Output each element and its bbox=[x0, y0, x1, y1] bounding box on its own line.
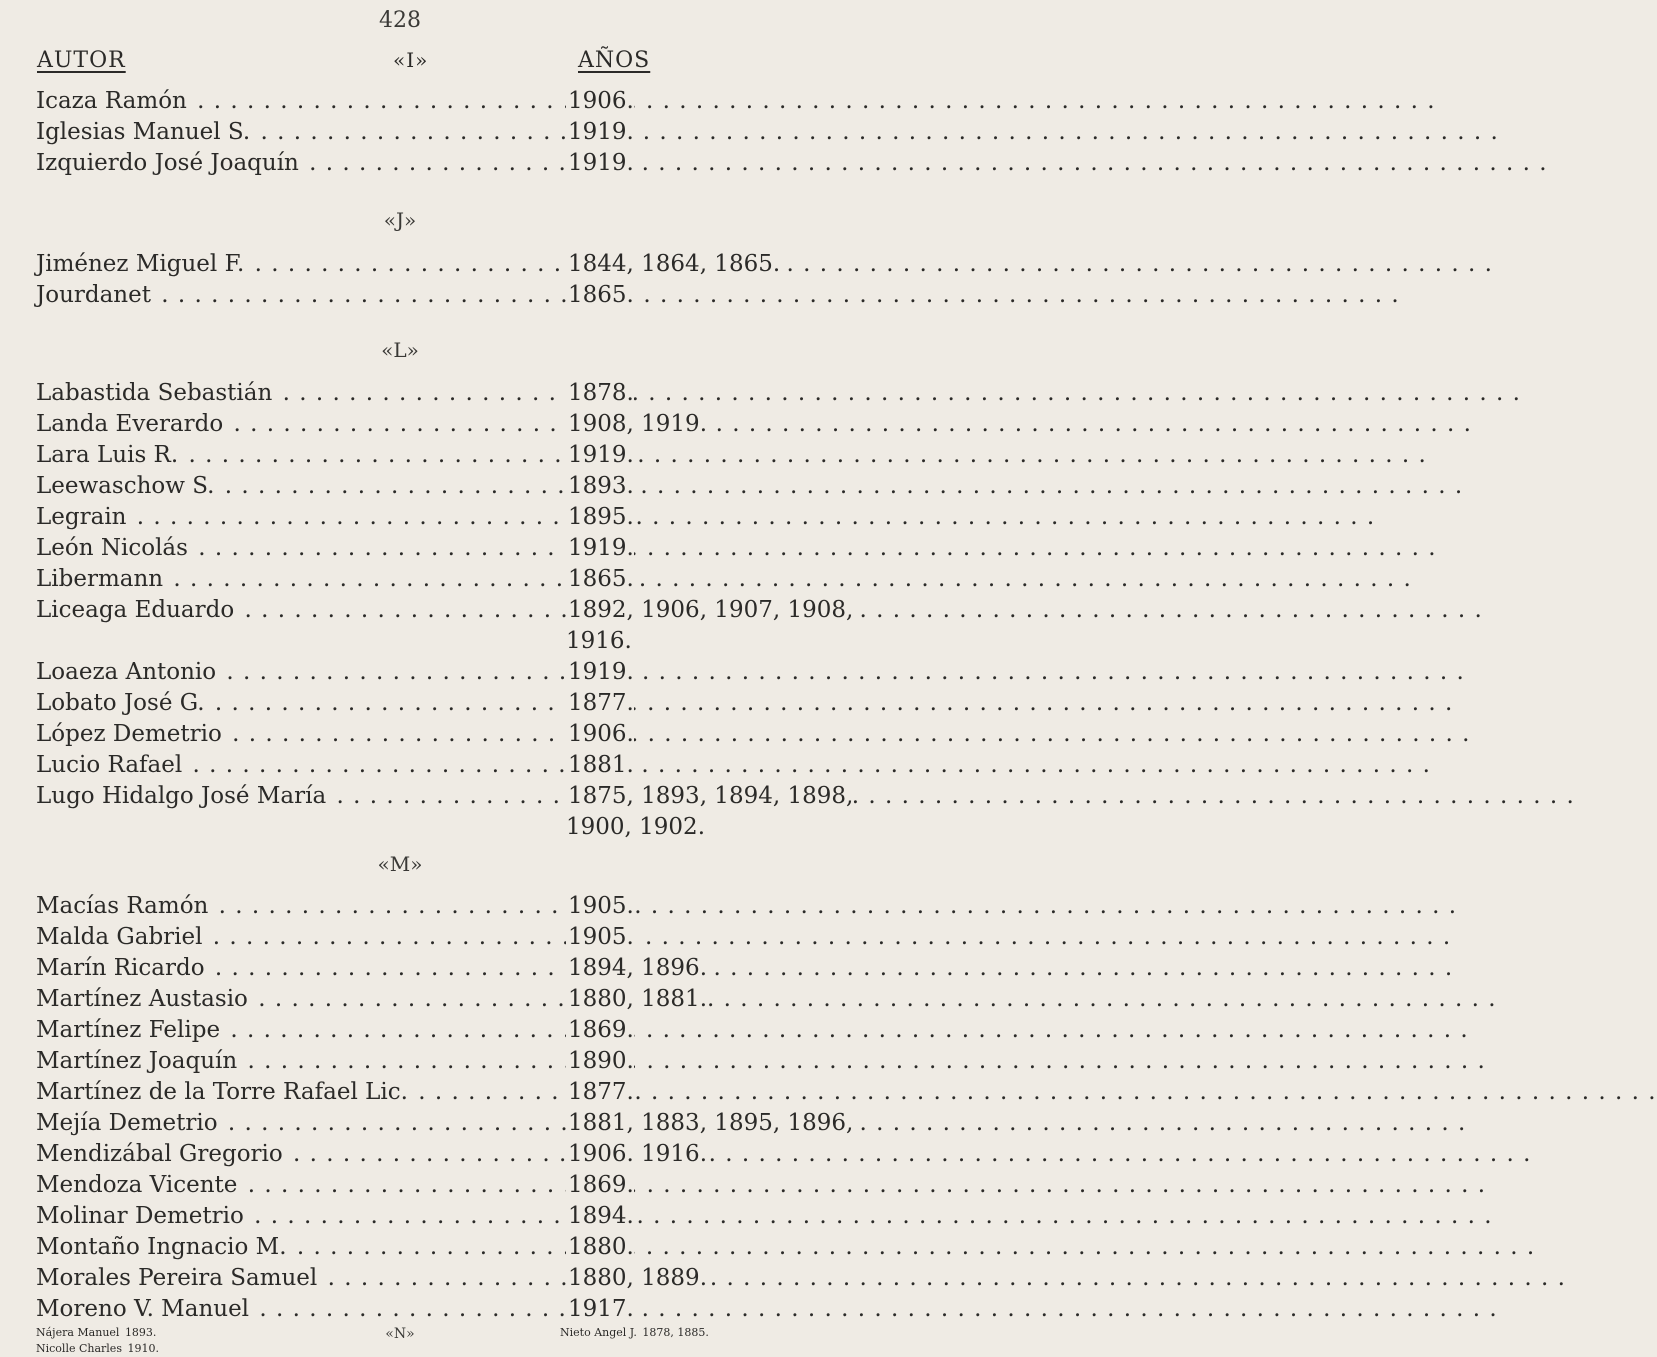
list-item: Liceaga Eduardo . . . 1892, 1906, 1907, 1908, bbox=[36, 595, 796, 625]
list-item: Landa Everardo . . . 1908, 1919. bbox=[36, 409, 796, 439]
list-item: Moreno V. Manuel . . . 1917. bbox=[36, 1294, 796, 1324]
list-item: Jiménez Miguel F. . . . 1844, 1864, 1865. bbox=[36, 249, 796, 279]
list-item: López Demetrio . . . 1906. bbox=[36, 719, 796, 749]
list-item: Icaza Ramón . . . 1906. bbox=[36, 86, 796, 116]
section-letter-l: «L» bbox=[381, 338, 419, 362]
list-item: Macías Ramón . . . 1905. bbox=[36, 891, 796, 921]
years-continuation: 1916. bbox=[566, 628, 632, 654]
list-item: Nicolle Charles 1910. bbox=[36, 1342, 159, 1355]
column-header-author: AUTOR bbox=[37, 48, 126, 73]
section-letter-m: «M» bbox=[377, 852, 423, 876]
list-item: Loaeza Antonio . . . 1919. bbox=[36, 657, 796, 687]
list-item: Mendizábal Gregorio . . . 1906. 1916. bbox=[36, 1139, 796, 1169]
list-item: Nájera Manuel 1893. bbox=[36, 1326, 157, 1339]
list-item: Martínez Felipe . . . 1869. bbox=[36, 1015, 796, 1045]
section-letter-i: «I» bbox=[393, 48, 429, 72]
list-item: Izquierdo José Joaquín . . . 1919. bbox=[36, 148, 796, 178]
list-item: Lugo Hidalgo José María . . . 1875, 1893, 1894, 1898, bbox=[36, 781, 796, 811]
page-number: 428 bbox=[379, 8, 421, 33]
list-item: Montaño Ingnacio M. . . . 1880. bbox=[36, 1232, 796, 1262]
list-item: Legrain . . . 1895. bbox=[36, 502, 796, 532]
list-item: Lucio Rafael . . . 1881. bbox=[36, 750, 796, 780]
list-item: Iglesias Manuel S. . . . 1919. bbox=[36, 117, 796, 147]
list-item: Jourdanet . . . 1865. bbox=[36, 280, 796, 310]
list-item: Molinar Demetrio . . . 1894. bbox=[36, 1201, 796, 1231]
years-continuation: 1900, 1902. bbox=[566, 814, 705, 840]
list-item: Morales Pereira Samuel . . . 1880, 1889. bbox=[36, 1263, 796, 1293]
list-item: Nieto Angel J. 1878, 1885. bbox=[560, 1326, 709, 1339]
list-item: Mendoza Vicente . . . 1869. bbox=[36, 1170, 796, 1200]
list-item: Mejía Demetrio . . . 1881, 1883, 1895, 1896, bbox=[36, 1108, 796, 1138]
list-item: Marín Ricardo . . . 1894, 1896. bbox=[36, 953, 796, 983]
list-item: Labastida Sebastián . . . 1878. bbox=[36, 378, 796, 408]
list-item: Libermann . . . 1865. bbox=[36, 564, 796, 594]
section-letter-n: «N» bbox=[385, 1326, 415, 1342]
list-item: Lobato José G. . . . 1877. bbox=[36, 688, 796, 718]
list-item: León Nicolás . . . 1919. bbox=[36, 533, 796, 563]
list-item: Leewaschow S. . . . 1893. bbox=[36, 471, 796, 501]
list-item: Martínez Austasio . . . 1880, 1881. bbox=[36, 984, 796, 1014]
list-item: Martínez Joaquín . . . 1890. bbox=[36, 1046, 796, 1076]
list-item: Lara Luis R. . . . 1919. bbox=[36, 440, 796, 470]
section-letter-j: «J» bbox=[383, 208, 417, 232]
list-item: Malda Gabriel . . . 1905. bbox=[36, 922, 796, 952]
list-item: Martínez de la Torre Rafael Lic. . . . 1877. bbox=[36, 1077, 796, 1107]
column-header-years: AÑOS bbox=[578, 48, 651, 73]
